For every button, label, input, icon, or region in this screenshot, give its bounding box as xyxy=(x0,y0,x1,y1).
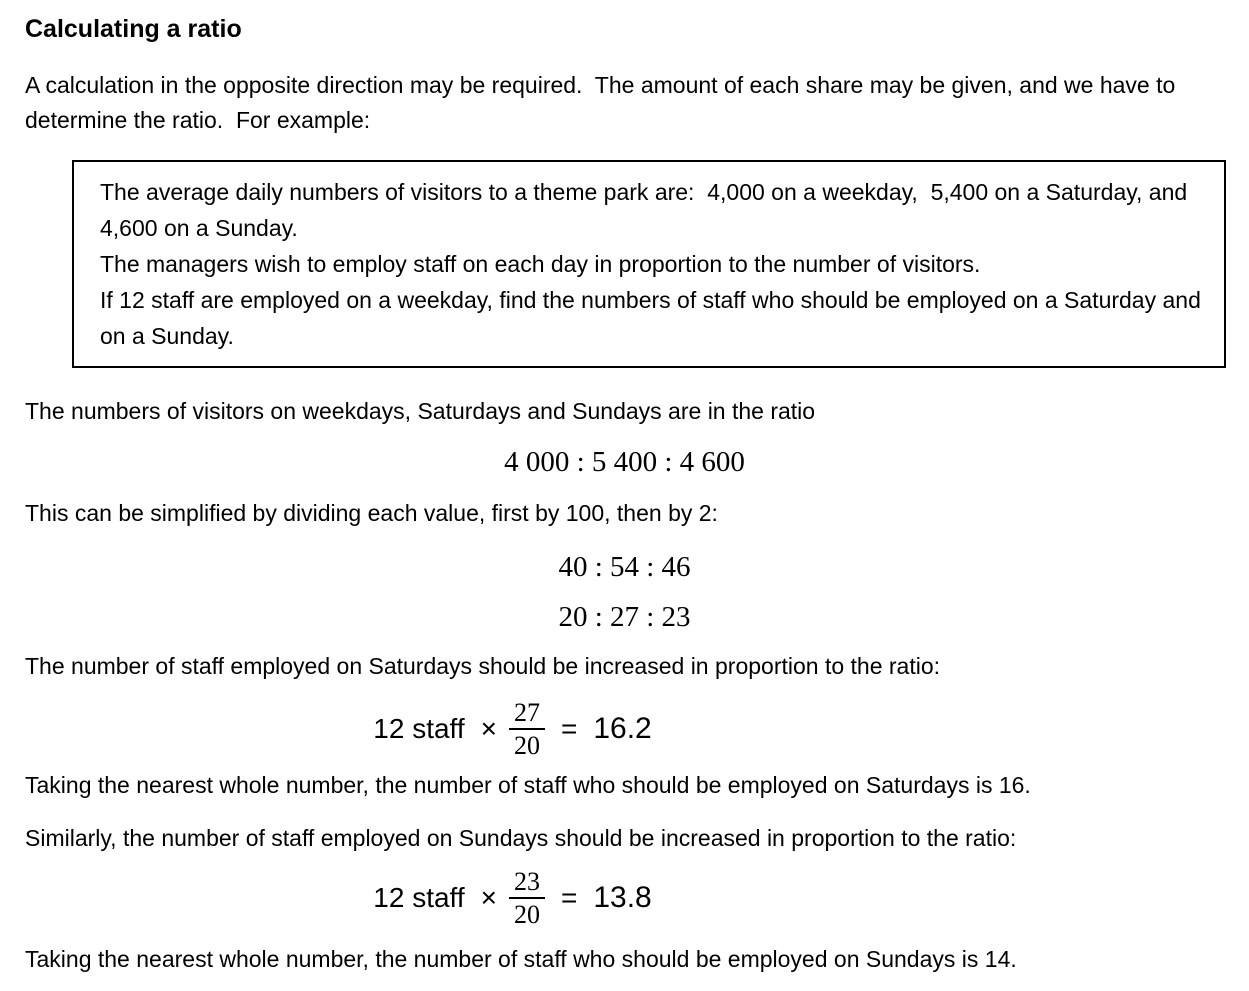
multiplication-sign: × xyxy=(480,713,497,744)
example-paragraph-visitors: The average daily numbers of visitors to a theme park are: 4,000 on a weekday, 5,400 on a Saturday, and 4,600 on a Sunday. xyxy=(100,179,1194,241)
equation-result: 16.2 xyxy=(593,712,652,745)
page-title: Calculating a ratio xyxy=(25,15,242,43)
equation-prefix: 12 staff xyxy=(373,713,465,744)
sunday-conclusion-paragraph: Taking the nearest whole number, the number of staff who should be employed on Sundays is 14. xyxy=(25,946,1017,972)
sunday-intro-paragraph: Similarly, the number of staff employed on Sundays should be increased in proportion to the ratio: xyxy=(25,825,1017,851)
equation-result: 13.8 xyxy=(593,881,652,914)
fraction xyxy=(509,867,545,929)
multiplication-sign: × xyxy=(480,882,497,913)
fraction-denominator: 20 xyxy=(513,900,540,929)
example-paragraph-managers: The managers wish to employ staff on each day in proportion to the number of visitors. xyxy=(100,251,981,277)
intro-paragraph: A calculation in the opposite direction may be required. The amount of each share may be given, and we have to determine the ratio. For example: xyxy=(25,72,1182,133)
fraction-numerator: 23 xyxy=(509,867,545,899)
equals-sign: = xyxy=(560,713,578,744)
simplify-paragraph: This can be simplified by dividing each value, first by 100, then by 2: xyxy=(25,500,718,526)
fraction xyxy=(509,698,545,760)
equation-prefix: 12 staff xyxy=(373,882,465,913)
saturday-equation xyxy=(25,697,1000,761)
saturday-conclusion-paragraph: Taking the nearest whole number, the number of staff who should be employed on Saturdays is 16. xyxy=(25,772,1031,798)
fraction-numerator: 27 xyxy=(509,698,545,730)
fraction-denominator: 20 xyxy=(513,731,540,760)
example-paragraph-question: If 12 staff are employed on a weekday, find the numbers of staff who should be employed on a Saturday and on a Sunday. xyxy=(100,287,1208,349)
sunday-equation xyxy=(25,866,1000,930)
example-box xyxy=(72,160,1226,368)
ratio-step2-math-line: 20 : 27 : 23 xyxy=(558,601,691,633)
ratio-full-math-line: 4 000 : 5 400 : 4 600 xyxy=(504,446,745,478)
equals-sign: = xyxy=(560,882,578,913)
ratio-step1-math-line: 40 : 54 : 46 xyxy=(558,551,691,583)
ratio-intro-paragraph: The numbers of visitors on weekdays, Saturdays and Sundays are in the ratio xyxy=(25,398,816,424)
saturday-intro-paragraph: The number of staff employed on Saturdays should be increased in proportion to the ratio: xyxy=(25,653,941,679)
